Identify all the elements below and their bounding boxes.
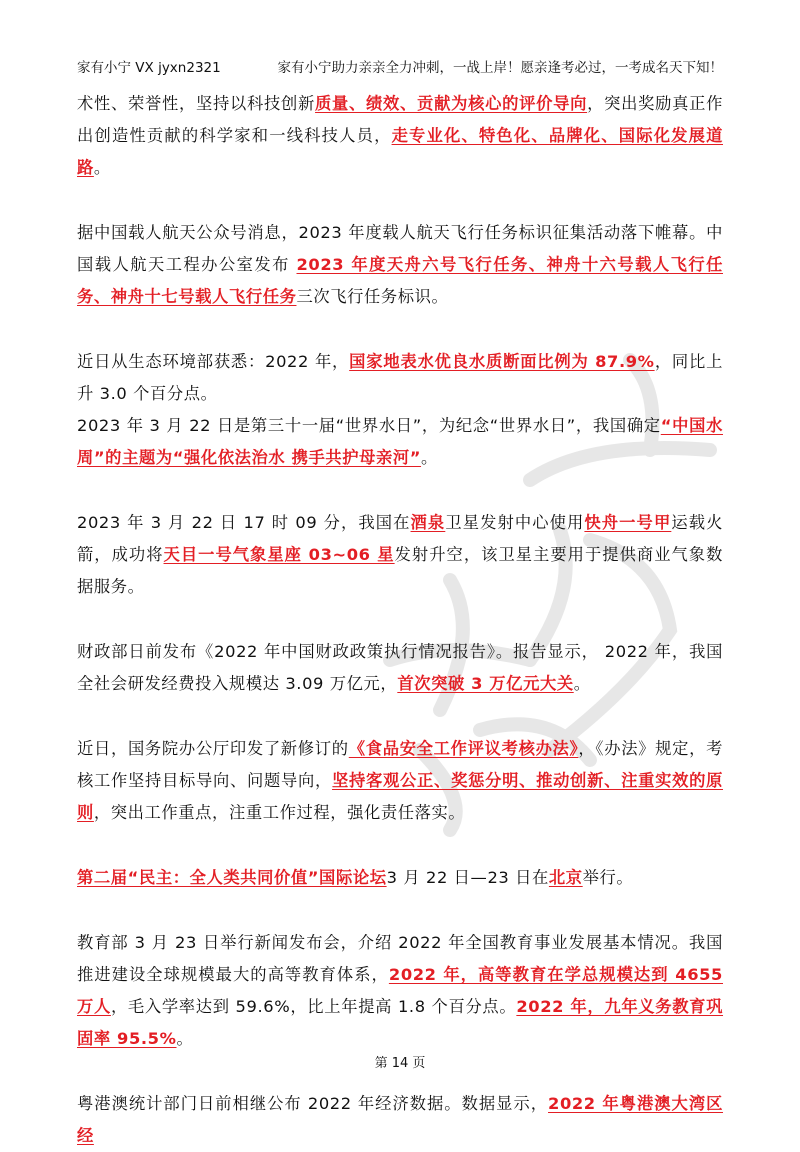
paragraph-text: ，突出工作重点，注重工作过程，强化责任落实。 <box>93 803 466 822</box>
news-paragraph <box>77 733 723 829</box>
paragraph-spacer <box>77 829 723 862</box>
paragraph-spacer <box>77 474 723 507</box>
news-paragraph <box>77 410 723 474</box>
paragraph-text: 据中国载人航天公众号消息，2023 年度载人航天飞行任务标识征集活动落下帷幕。中国载人航天工程办公室发布 <box>77 223 723 274</box>
highlighted-phrase: 2022 年粤港澳大湾区经 <box>77 1094 723 1145</box>
page-number: 第 14 页 <box>374 1056 426 1071</box>
news-paragraph <box>77 88 723 184</box>
paragraph-spacer <box>77 700 723 733</box>
paragraph-text: 三次飞行任务标识。 <box>296 287 449 306</box>
paragraph-text: ，《办法》规定，考核工作坚持目标导向、问题导向， <box>77 739 723 790</box>
paragraph-text: 。 <box>93 158 111 177</box>
paragraph-text: 近日从生态环境部获悉：2022 年， <box>77 352 350 371</box>
highlighted-phrase: 坚持客观公正、奖惩分明、推动创新、注重实效的原则 <box>77 771 723 822</box>
paragraph-spacer <box>77 603 723 636</box>
paragraph-spacer <box>77 313 723 346</box>
highlighted-phrase: 国家地表水优良水质断面比例为 87.9% <box>349 352 655 371</box>
paragraph-text: ，毛入学率达到 59.6%，比上年提高 1.8 个百分点。 <box>110 997 517 1016</box>
news-paragraph <box>77 1088 723 1152</box>
highlighted-phrase: 首次突破 3 万亿元大关 <box>397 674 574 693</box>
news-paragraph <box>77 507 723 603</box>
header-left-text: 家有小宁 VX jyxn2321 <box>77 60 221 76</box>
paragraph-text: 发射升空，该卫星主要用于提供商业气象数据服务。 <box>77 545 723 596</box>
news-paragraph <box>77 636 723 700</box>
highlighted-phrase: 2022 年，九年义务教育巩固率 95.5% <box>77 997 724 1048</box>
highlighted-phrase: 北京 <box>548 868 583 887</box>
highlighted-phrase: “中国水周”的主题为“强化依法治水 携手共护母亲河” <box>77 416 723 467</box>
paragraph-text: 2023 年 3 月 22 日是第三十一届“世界水日”，为纪念“世界水日”，我国确定 <box>77 416 661 435</box>
paragraph-text: 卫星发射中心使用 <box>445 513 585 532</box>
paragraph-text: ，同比上升 3.0 个百分点。 <box>77 352 724 403</box>
paragraph-text: 举行。 <box>582 868 634 887</box>
highlighted-phrase: 2023 年度天舟六号飞行任务、神舟十六号载人飞行任务、神舟十七号载人飞行任务 <box>77 255 723 306</box>
highlighted-phrase: 快舟一号甲 <box>584 513 672 532</box>
highlighted-phrase: 酒泉 <box>410 513 446 532</box>
paragraph-text: 运载火箭，成功将 <box>77 513 723 564</box>
highlighted-phrase: 走专业化、特色化、品牌化、国际化发展道路 <box>77 126 723 177</box>
paragraph-text: ，突出奖励真正作出创造性贡献的科学家和一线科技人员， <box>77 94 723 145</box>
news-paragraph <box>77 862 723 894</box>
paragraph-text: 2023 年 3 月 22 日 17 时 09 分，我国在 <box>77 513 411 532</box>
header-right-text: 家有小宁助力亲亲全力冲刺，一战上岸！愿亲逢考必过，一考成名天下知！ <box>277 60 723 76</box>
paragraph-text: 。 <box>573 674 591 693</box>
highlighted-phrase: 第二届“民主：全人类共同价值”国际论坛 <box>77 868 387 887</box>
paragraph-spacer <box>77 184 723 217</box>
paragraph-text: 3 月 22 日—23 日在 <box>386 868 549 887</box>
paragraph-spacer <box>77 894 723 927</box>
paragraph-text: 教育部 3 月 23 日举行新闻发布会，介绍 2022 年全国教育事业发展基本情况。我国推进建设全球规模最大的高等教育体系， <box>77 933 723 984</box>
paragraph-text: 财政部日前发布《2022 年中国财政政策执行情况报告》。报告显示， 2022 年，我国全社会研发经费投入规模达 3.09 万亿元， <box>77 642 723 693</box>
paragraph-text: 粤港澳统计部门日前相继公布 2022 年经济数据。数据显示， <box>77 1094 549 1113</box>
news-paragraph <box>77 927 723 1055</box>
document-body <box>77 88 723 1152</box>
highlighted-phrase: 质量、绩效、贡献为核心的评价导向 <box>315 94 588 113</box>
news-paragraph <box>77 346 723 410</box>
paragraph-text: 。 <box>176 1029 194 1048</box>
highlighted-phrase: 2022 年，高等教育在学总规模达到 4655 万人 <box>77 965 723 1016</box>
highlighted-phrase: 天目一号气象星座 03~06 星 <box>163 545 395 564</box>
paragraph-text: 术性、荣誉性，坚持以科技创新 <box>77 94 316 113</box>
news-paragraph <box>77 217 723 313</box>
highlighted-phrase: 《食品安全工作评议考核办法》 <box>348 739 579 758</box>
paragraph-text: 近日，国务院办公厅印发了新修订的 <box>77 739 349 758</box>
paragraph-text: 。 <box>421 448 438 467</box>
